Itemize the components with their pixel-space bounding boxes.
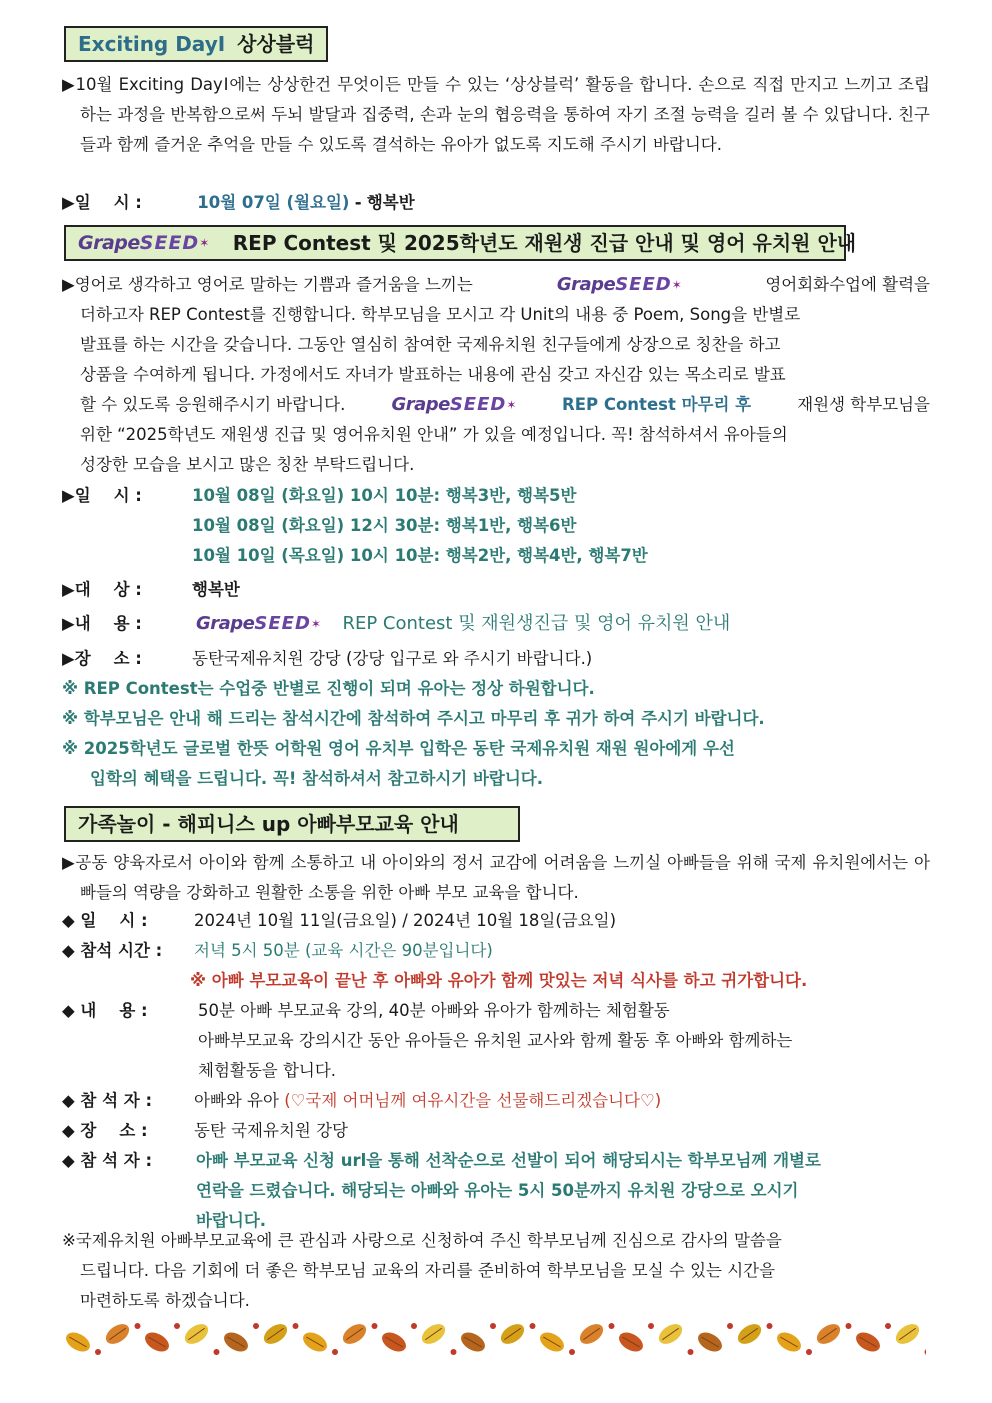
berry-icon xyxy=(95,1349,101,1355)
section1-title-ko: 상상블럭 xyxy=(237,32,315,56)
section1-body: ▶10월 Exciting DayⅠ에는 상상한건 무엇이든 만들 수 있는 ‘상상블럭’ 활동을 합니다. 손으로 직접 만지고 느끼고 조립하는 과정을 반복함으로써 두뇌 발달과 집중력, 손과 눈의 협응력을 통하여 자기 조절 능력을 길러 볼 수 있답니다. 친구들과 함께 즐거운 추억을 만들 수 있도록 결석하는 유아가 없도록 지도해 주시기 바랍니다. xyxy=(62,75,930,154)
grapeseed-logo-inline-2: GrapeSEED✶ xyxy=(391,394,516,415)
section1-title-en: Exciting DayⅠ xyxy=(78,32,226,56)
berry-icon xyxy=(806,1349,812,1355)
closing-note: ※국제유치원 아빠부모교육에 큰 관심과 사랑으로 신청하여 주신 학부모님께 진심으로 감사의 말씀을 드립니다. 다음 기회에 더 좋은 학부모님 교육의 자리를 준비하여 학부모님을 모실 수 있는 시간을 마련하도록 하겠습니다. xyxy=(62,1231,782,1310)
section3-header xyxy=(64,806,520,842)
berry-icon xyxy=(490,1323,496,1329)
berry-icon xyxy=(372,1323,378,1329)
section1-date-value: 10월 07일 (월요일) xyxy=(197,193,350,212)
berry-icon xyxy=(648,1323,654,1329)
section3-title: 가족놀이 - 해피니스 up 아빠부모교육 안내 xyxy=(78,812,459,836)
berry-icon xyxy=(609,1323,615,1329)
berry-icon xyxy=(727,1323,733,1329)
berry-icon xyxy=(253,1323,259,1329)
berry-icon xyxy=(293,1323,299,1329)
grapeseed-logo: GrapeSEED✶ xyxy=(78,232,209,254)
berry-icon xyxy=(767,1323,773,1329)
berry-icon xyxy=(688,1349,694,1355)
section1-header xyxy=(64,26,328,62)
berry-icon xyxy=(925,1349,927,1355)
autumn-leaves-border xyxy=(60,1316,926,1360)
berry-icon xyxy=(332,1349,338,1355)
berry-icon xyxy=(135,1323,141,1329)
berry-icon xyxy=(214,1349,220,1355)
section2-body: ▶영어로 생각하고 영어로 말하는 기쁨과 즐거움을 느끼는 GrapeSEED✶ 영어회화수업에 활력을 더하고자 REP Contest를 진행합니다. 학부모님을 모시고 각 Unit의 내용 중 Poem, Song을 반별로 발표를 하는 시간을 갖습니다. 그동안 열심히 참여한 국제유치원 친구들에게 상장으로 칭찬을 하고 상품을 수여하게 됩니다. 가정에서도 자녀가 발표하는 내용에 관심 갖고 자신감 있는 목소리로 발표 할 수 있도록 응원해주시기 바랍니다. GrapeSEED✶ REP Contest 마무리 후 재원생 학부모님을 위한 “2025학년도 재원생 진급 및 영어유치원 안내” 가 있을 예정입니다. 꼭! 참석하셔서 유아들의 성장한 모습을 보시고 많은 칭찬 부탁드립니다. xyxy=(62,270,930,480)
berry-icon xyxy=(885,1323,891,1329)
section2-content: ▶내 용 : GrapeSEED✶ REP Contest 및 재원생진급 및 영어 유치원 안내 xyxy=(62,613,731,634)
berry-icon xyxy=(411,1323,417,1329)
section2-title: REP Contest 및 2025학년도 재원생 진급 안내 및 영어 유치원 안내 xyxy=(232,231,857,255)
berry-icon xyxy=(569,1349,575,1355)
berry-icon xyxy=(846,1323,852,1329)
grapeseed-logo-inline: GrapeSEED✶ xyxy=(556,274,682,295)
section2-header xyxy=(64,225,857,261)
section2-schedule: ▶일 시 : 10월 08일 (화요일) 10시 10분: 행복3반, 행복5반 10월 08일 (화요일) 12시 30분: 행복1반, 행복6반 10월 10일 (목요일) 10시 10분: 행복2반, 행복4반, 행복7반 xyxy=(62,486,648,565)
section2-place: ▶장 소 : 동탄국제유치원 강당 (강당 입구로 와 주시기 바랍니다.) xyxy=(62,649,593,668)
section1-date-class: 행복반 xyxy=(366,193,415,212)
section3-body: ▶공동 양육자로서 아이와 함께 소통하고 내 아이와의 정서 교감에 어려움을 느끼실 아빠들을 위해 국제 유치원에서는 아빠들의 역량을 강화하고 원활한 소통을 위한 아빠 부모 교육을 합니다. xyxy=(62,853,930,902)
section1-date-label: ▶일 시 : xyxy=(62,193,142,212)
section3-items: ◆ 일 시 : 2024년 10월 11일(금요일) / 2024년 10월 18일(금요일) ◆ 참석 시간 : 저녁 5시 50분 (교육 시간은 90분입니다) ※ 아빠 부모교육이 끝난 후 아빠와 유아가 함께 맛있는 저녁 식사를 하고 귀가합니다. ◆ 내 용 : 50분 아빠 부모교육 강의, 40분 아빠와 유아가 함께하는 체험활동 아빠부모교육 강의시간 동안 유아들은 유치원 교사와 함께 활동 후 아빠와 함께하는 체험활동을 합니다. ◆ 참 석 자 : 아빠와 유아 (♡국제 어머님께 여유시간을 선물해드리겠습니다♡) ◆ 장 소 : 동탄 국제유치원 강당 ◆ 참 석 자 : 아빠 부모교육 신청 url을 통해 선착순으로 선발이 되어 해당되시는 학부모님께 개별로 연락을 드렸습니다. 해당되는 아빠와 유아는 5시 50분까지 유치원 강당으로 오시기 바랍니다. xyxy=(62,911,821,1230)
berry-icon xyxy=(451,1349,457,1355)
section2-target: ▶대 상 : 행복반 xyxy=(62,580,240,599)
section1-date-row: ▶일 시 : 10월 07일 (월요일) - 행복반 xyxy=(62,188,415,218)
berry-icon xyxy=(174,1323,180,1329)
berry-icon xyxy=(530,1323,536,1329)
section2-notes: ※ REP Contest는 수업중 반별로 진행이 되며 유아는 정상 하원합니다. ※ 학부모님은 안내 해 드리는 참석시간에 참석하여 주시고 마무리 후 귀가 하여 주시기 바랍니다. ※ 2025학년도 글로벌 한뜻 어학원 영어 유치부 입학은 동탄 국제유치원 재원 원아에게 우선 입학의 혜택을 드립니다. 꼭! 참석하셔서 참고하시기 바랍니다. xyxy=(62,679,765,788)
